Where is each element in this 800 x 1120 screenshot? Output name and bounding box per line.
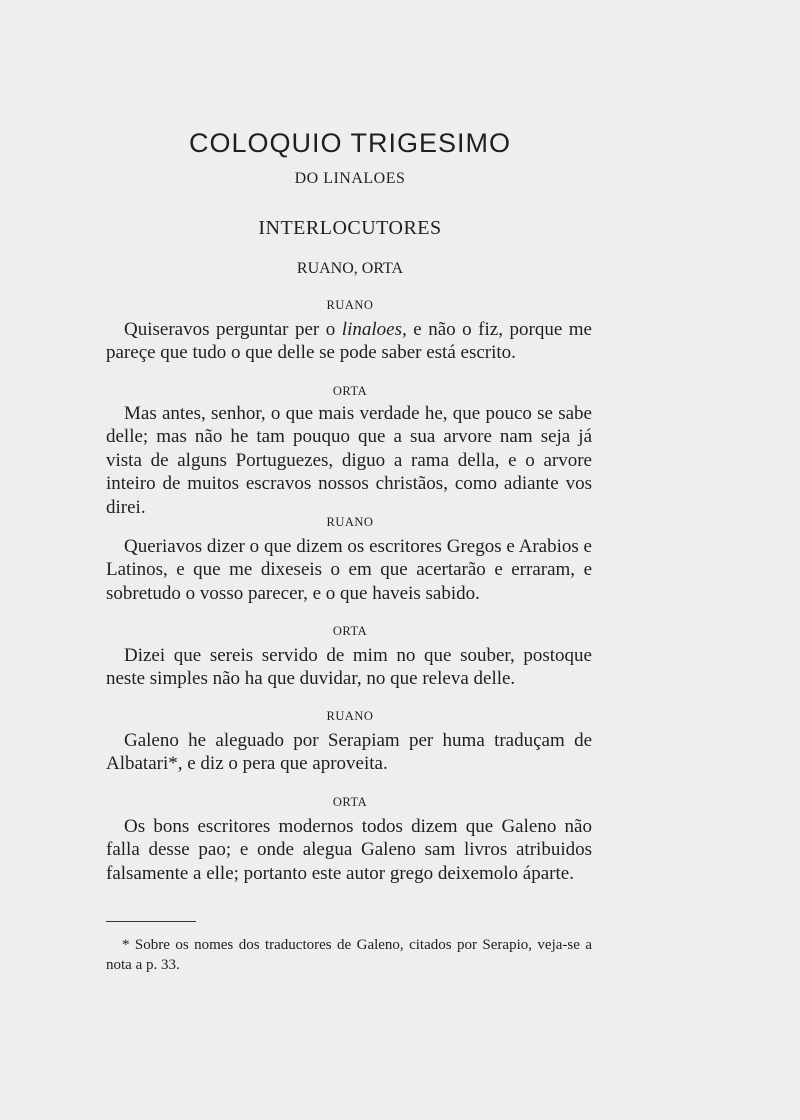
interlocutors-heading: INTERLOCUTORES <box>258 217 442 239</box>
chapter-title: COLOQUIO TRIGESIMO <box>188 128 512 158</box>
dialogue-paragraph: Os bons escritores modernos todos dizem que Galeno não falla desse pao; e onde alegua Galeno sam livros atribuidos falsamente a elle; portanto este autor grego deixemolo áparte. <box>106 816 592 884</box>
speaker-label: ORTA <box>332 384 368 398</box>
interlocutors-list: RUANO, ORTA <box>296 260 404 277</box>
dialogue-paragraph <box>106 318 592 365</box>
paragraph-text: e não o fiz, porque me pareçe que tudo o que delle se pode saber está escrito. <box>106 319 592 364</box>
dialogue-paragraph: Mas antes, senhor, o que mais verdade he, que pouco se sabe delle; mas não he tam pouquo que a sua arvore nam seja já vista de alguns Portuguezes, diguo a rama della, e o arvore inteiro de muitos escravos nossos christãos, como adiante vos direi. <box>106 403 592 518</box>
dialogue-paragraph: Galeno he aleguado por Serapiam per huma traduçam de Albatari*, e diz o pera que aproveita. <box>106 730 592 775</box>
chapter-subtitle: DO LINALOES <box>294 170 406 187</box>
speaker-label: ORTA <box>332 624 368 638</box>
dialogue-paragraph: Queriavos dizer o que dizem os escritores Gregos e Arabios e Latinos, e que me dixeseis o em que acertarão e erraram, e sobretudo o vosso parecer, e o que haveis sabido. <box>106 536 592 604</box>
speaker-label: ORTA <box>332 795 368 809</box>
speaker-label: RUANO <box>326 298 374 312</box>
dialogue-paragraph: Dizei que sereis servido de mim no que souber, postoque neste simples não ha que duvidar, no que releva delle. <box>106 645 592 690</box>
footnote: * Sobre os nomes dos traductores de Galeno, citados por Serapio, veja-se a nota a p. 33. <box>106 937 592 973</box>
speaker-label: RUANO <box>326 709 374 723</box>
footnote-divider <box>106 921 196 922</box>
paragraph-text: Quiseravos perguntar per o <box>124 319 342 340</box>
italic-term: linaloes, <box>341 319 407 340</box>
speaker-label: RUANO <box>326 515 374 529</box>
